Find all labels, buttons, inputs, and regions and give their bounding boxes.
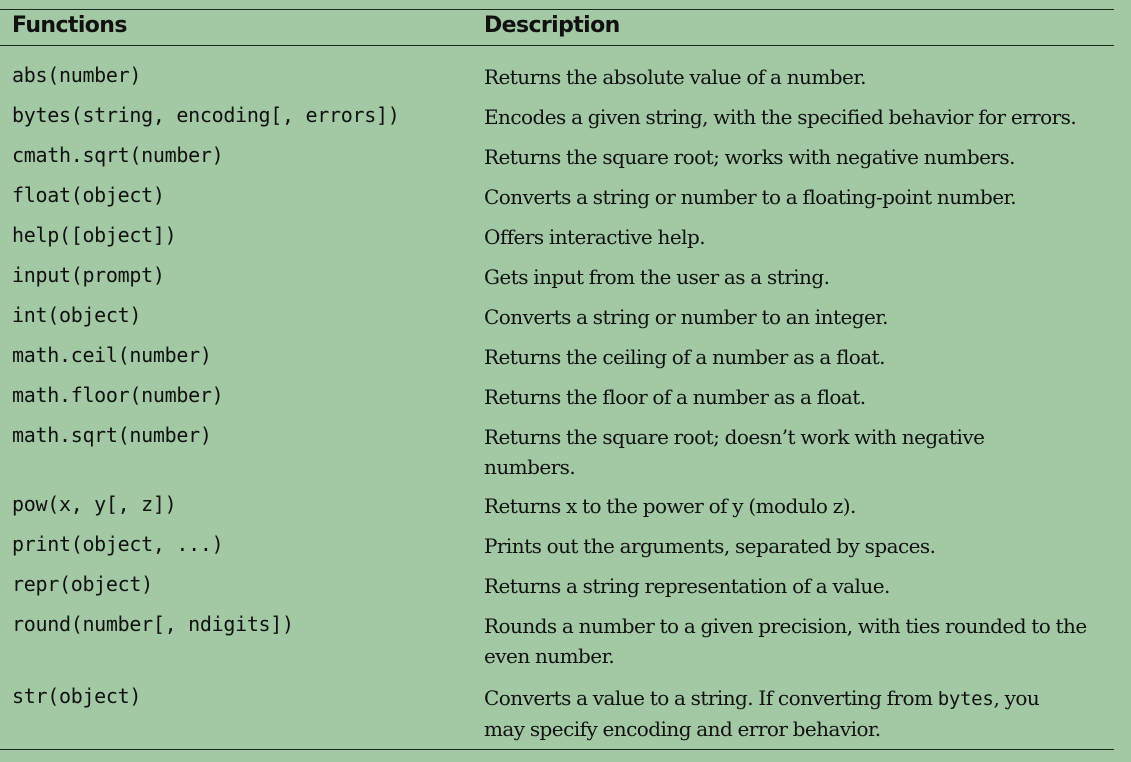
description-text: , you may specify encoding and error behavior. [484,686,1040,741]
function-signature: abs(number) [12,63,142,87]
table-row [0,527,1120,567]
table-row [0,98,1120,138]
table-row [0,378,1120,418]
function-description: Prints out the arguments, separated by spaces. [484,534,936,558]
table-top-rule [0,9,1114,10]
function-description: Returns a string representation of a value. [484,574,890,598]
function-signature: int(object) [12,303,142,327]
function-description: Offers interactive help. [484,225,706,249]
table-bottom-rule [0,749,1114,750]
table-row [0,58,1120,98]
description-text: Converts a value to a string. If converting from [484,686,938,710]
table-row [0,607,1120,679]
table-row [0,218,1120,258]
table-header-rule [0,45,1114,46]
table-row [0,679,1120,747]
function-signature: math.floor(number) [12,383,224,407]
function-signature: math.ceil(number) [12,343,212,367]
function-description: Returns x to the power of y (modulo z). [484,494,856,518]
function-description: Returns the ceiling of a number as a float. [484,345,885,369]
function-description: Returns the floor of a number as a float. [484,385,866,409]
header-description: Description [484,13,620,38]
table-row [0,138,1120,178]
function-signature: print(object, ...) [12,532,224,556]
table-row [0,418,1120,487]
function-description [484,683,1084,744]
header-functions: Functions [12,13,127,38]
table-row [0,298,1120,338]
function-signature: pow(x, y[, z]) [12,492,177,516]
function-description: Returns the absolute value of a number. [484,65,866,89]
function-signature: input(prompt) [12,263,165,287]
inline-code-bytes: bytes [937,688,994,710]
function-signature: round(number[, ndigits]) [12,612,294,636]
function-signature: str(object) [12,684,142,708]
function-description: Encodes a given string, with the specified behavior for errors. [484,105,1077,129]
function-description: Converts a string or number to an integer. [484,305,888,329]
function-signature: math.sqrt(number) [12,423,212,447]
function-signature: float(object) [12,183,165,207]
table-row [0,178,1120,218]
function-signature: repr(object) [12,572,153,596]
table-body [0,58,1120,747]
table-row [0,567,1120,607]
function-description: Returns the square root; works with negative numbers. [484,145,1015,169]
function-signature: cmath.sqrt(number) [12,143,224,167]
table-row [0,487,1120,527]
function-description: Returns the square root; doesn’t work with negative numbers. [484,425,985,479]
function-signature: help([object]) [12,223,177,247]
function-description: Rounds a number to a given precision, with ties rounded to the even number. [484,614,1087,668]
function-signature: bytes(string, encoding[, errors]) [12,103,400,127]
table-row [0,258,1120,298]
function-description: Converts a string or number to a floating-point number. [484,185,1017,209]
table-row [0,338,1120,378]
function-description: Gets input from the user as a string. [484,265,830,289]
